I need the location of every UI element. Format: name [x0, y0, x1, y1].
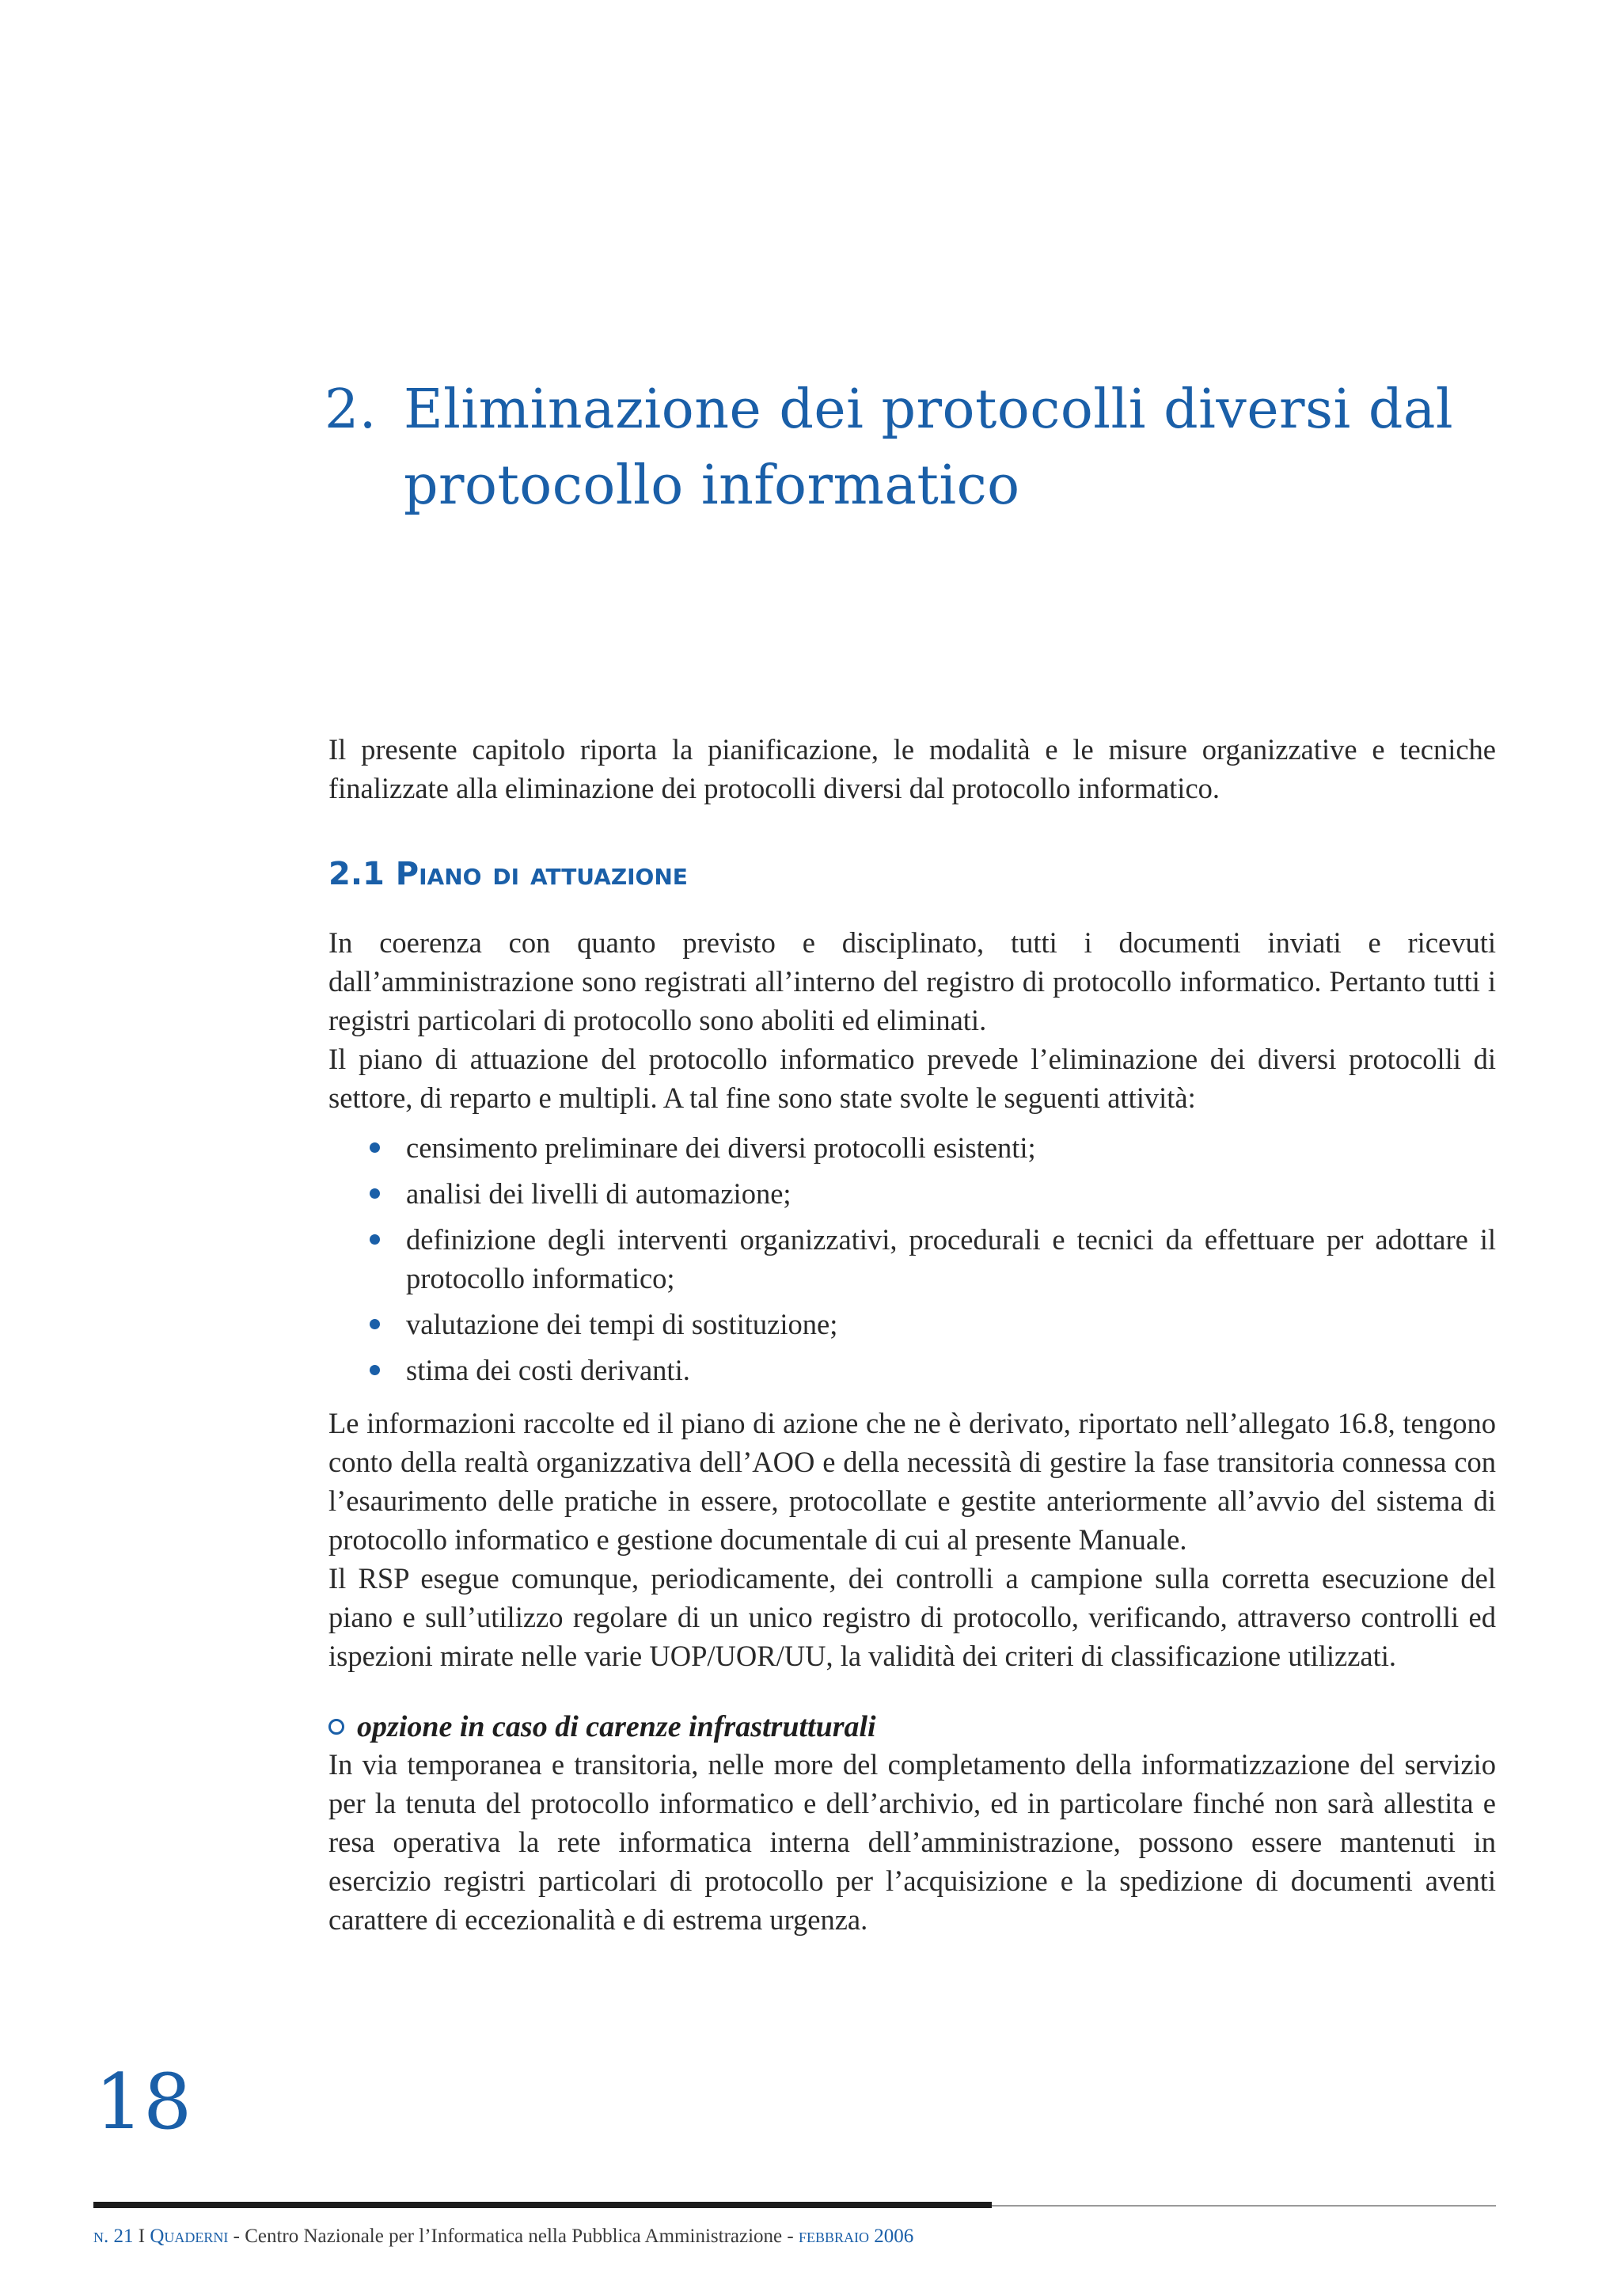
footer-rule-accent — [93, 2202, 992, 2208]
list-item — [328, 1305, 1496, 1344]
page-content — [328, 730, 1496, 1939]
footer-date: febbraio 2006 — [798, 2226, 914, 2247]
list-item — [328, 1351, 1496, 1389]
chapter-heading — [325, 372, 1496, 524]
footer-issue: n. 21 — [93, 2226, 134, 2247]
option-heading — [328, 1709, 1496, 1745]
list-item — [328, 1128, 1496, 1167]
bullet-dot-icon — [370, 1319, 380, 1329]
circle-bullet-icon — [328, 1719, 344, 1735]
list-item-text: stima dei costi derivanti. — [406, 1354, 690, 1386]
list-item-text: censimento preliminare dei diversi protocolli esistenti; — [406, 1131, 1036, 1164]
paragraph-4: Il RSP esegue comunque, periodicamente, dei controlli a campione sulla corretta esecuzione del piano e sull’utilizzo regolare di un unico registro di protocollo, verificando, attraverso controlli ed ispezioni mirate nelle varie UOP/UOR/UU, la validità dei criteri di classificazione utilizzati. — [328, 1562, 1496, 1672]
section-title: Piano di attuazione — [395, 856, 688, 892]
paragraph-3: Le informazioni raccolte ed il piano di azione che ne è derivato, riportato nell’allegato 16.8, tengono conto della realtà organizzativa dell’AOO e della necessità di gestire la fase transitoria connessa con l’esaurimento delle pratiche in essere, protocollate e gestite anteriormente all’avvio del sistema di protocollo informatico e gestione documentale di cui al presente Manuale. — [328, 1407, 1496, 1556]
list-item-text: definizione degli interventi organizzativi, procedurali e tecnici da effettuare per adottare il protocollo informatico; — [406, 1223, 1496, 1294]
intro-paragraph: Il presente capitolo riporta la pianificazione, le modalità e le misure organizzative e tecniche finalizzate alla eliminazione dei protocolli diversi dal protocollo informatico. — [328, 733, 1496, 804]
paragraph-2: Il piano di attuazione del protocollo informatico prevede l’eliminazione dei diversi protocolli di settore, di reparto e multipli. A tal fine sono state svolte le seguenti attività: — [328, 1043, 1496, 1114]
activity-list — [328, 1128, 1496, 1389]
list-item-text: analisi dei livelli di automazione; — [406, 1177, 792, 1210]
list-item — [328, 1174, 1496, 1213]
list-item-text: valutazione dei tempi di sostituzione; — [406, 1308, 838, 1340]
footer — [93, 2223, 913, 2250]
bullet-dot-icon — [370, 1188, 380, 1199]
bullet-dot-icon — [370, 1142, 380, 1153]
footer-publisher: Centro Nazionale per l’Informatica nella Pubblica Amministrazione — [245, 2226, 783, 2247]
chapter-title-line-2: protocollo informatico — [404, 454, 1020, 517]
list-item — [328, 1220, 1496, 1298]
paragraph-1: In coerenza con quanto previsto e disciplinato, tutti i documenti inviati e ricevuti dall’amministrazione sono registrati all’interno del registro di protocollo informatico. Pertanto tutti i registri particolari di protocollo sono aboliti ed eliminati. — [328, 926, 1496, 1036]
section-number: 2.1 — [328, 856, 385, 892]
page-number: 18 — [95, 2058, 192, 2146]
bullet-dot-icon — [370, 1234, 380, 1245]
chapter-number: 2. — [325, 378, 377, 441]
option-paragraph: In via temporanea e transitoria, nelle more del completamento della informatizzazione del servizio per la tenuta del protocollo informatico e dell’archivio, ed in particolare finché non sarà allestita e resa operativa la rete informatica interna dell’amministrazione, possono essere mantenuti in esercizio registri particolari di protocollo per l’acquisizione e la spedizione di documenti aventi carattere di eccezionalità e di estrema urgenza. — [328, 1748, 1496, 1936]
footer-dash-1: - — [228, 2226, 245, 2247]
footer-dash-2: - — [782, 2226, 799, 2247]
option-heading-text: opzione in caso di carenze infrastrutturali — [357, 1710, 876, 1743]
chapter-title — [404, 372, 1496, 524]
footer-separator: I — [138, 2226, 146, 2247]
section-heading — [328, 853, 1496, 895]
bullet-dot-icon — [370, 1365, 380, 1375]
footer-series: Quaderni — [150, 2226, 229, 2247]
chapter-title-line-1: Eliminazione dei protocolli diversi dal — [404, 378, 1454, 441]
